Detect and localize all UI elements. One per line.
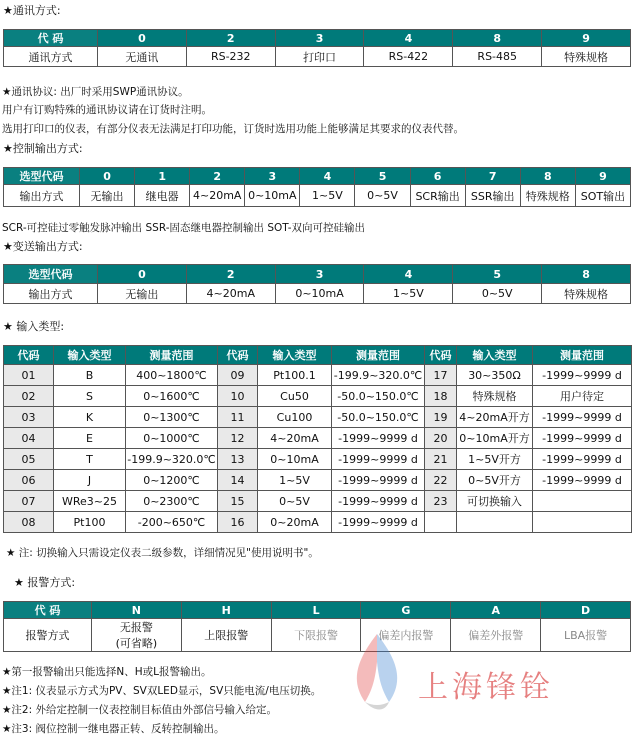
input-cell: 05 xyxy=(4,449,54,470)
section-title-comm: ★通讯方式: xyxy=(3,4,61,17)
input-cell: 可切换输入 xyxy=(457,491,533,512)
alarm-note-4: ★注3: 阀位控制一继电器正转、反转控制输出。 xyxy=(2,723,225,735)
input-cell: Pt100.1 xyxy=(258,365,332,386)
control-head-cell-4: 3 xyxy=(245,168,300,185)
control-row-cell-5: 1~5V xyxy=(300,185,355,207)
control-row-cell-6: 0~5V xyxy=(355,185,410,207)
table-row xyxy=(4,491,632,512)
alarm-row-cell-4: 偏差内报警 xyxy=(361,619,451,652)
transmit-row-cell-1: 无输出 xyxy=(98,284,187,304)
section-title-control: ★控制输出方式: xyxy=(3,142,83,155)
input-cell: 06 xyxy=(4,470,54,491)
input-head-cell-3: 代码 xyxy=(218,346,258,365)
input-cell: WRe3~25 xyxy=(54,491,126,512)
input-cell: 20 xyxy=(425,428,457,449)
alarm-row-cell-0: 报警方式 xyxy=(4,619,92,652)
input-cell: Cu50 xyxy=(258,386,332,407)
control-row-cell-4: 0~10mA xyxy=(245,185,300,207)
input-cell: 15 xyxy=(218,491,258,512)
input-cell: 0~1600℃ xyxy=(126,386,218,407)
input-cell: 07 xyxy=(4,491,54,512)
control-row-cell-8: SSR输出 xyxy=(465,185,520,207)
alarm-head-cell-0: 代 码 xyxy=(4,602,92,619)
control-row-cell-9: 特殊规格 xyxy=(520,185,575,207)
alarm-head-cell-3: L xyxy=(271,602,361,619)
input-cell: 08 xyxy=(4,512,54,533)
input-cell: 03 xyxy=(4,407,54,428)
comm-head-cell-0: 代 码 xyxy=(4,30,98,47)
control-head-cell-10: 9 xyxy=(575,168,630,185)
table-row xyxy=(4,512,632,533)
comm-note-2: 用户有订购特殊的通讯协议请在订货时注明。 xyxy=(2,104,212,116)
comm-head-cell-3: 3 xyxy=(275,30,364,47)
comm-head-cell-6: 9 xyxy=(542,30,631,47)
transmit-head-cell-2: 2 xyxy=(186,265,275,284)
input-cell: 12 xyxy=(218,428,258,449)
alarm-head-cell-5: A xyxy=(451,602,541,619)
input-cell: 0~1300℃ xyxy=(126,407,218,428)
input-cell: 09 xyxy=(218,365,258,386)
input-cell: 02 xyxy=(4,386,54,407)
input-cell: 4~20mA开方 xyxy=(457,407,533,428)
comm-row-cell-2: RS-232 xyxy=(186,47,275,67)
transmit-head-cell-1: 0 xyxy=(98,265,187,284)
input-cell: -199.9~320.0℃ xyxy=(126,449,218,470)
alarm-head-cell-2: H xyxy=(181,602,271,619)
input-cell: T xyxy=(54,449,126,470)
input-cell: 23 xyxy=(425,491,457,512)
transmit-row-cell-5: 0~5V xyxy=(453,284,542,304)
input-cell: -1999~9999 d xyxy=(332,491,425,512)
input-cell: 19 xyxy=(425,407,457,428)
input-head-cell-6: 代码 xyxy=(425,346,457,365)
comm-note-3: 选用打印口的仪表，有部分仪表无法满足打印功能，订货时选用功能上能够满足其要求的仪表代替。 xyxy=(2,123,464,135)
input-cell: B xyxy=(54,365,126,386)
comm-row-cell-5: RS-485 xyxy=(453,47,542,67)
table-row xyxy=(4,365,632,386)
control-table xyxy=(3,167,631,207)
comm-head-cell-4: 4 xyxy=(364,30,453,47)
input-cell: 14 xyxy=(218,470,258,491)
transmit-row-cell-3: 0~10mA xyxy=(275,284,364,304)
input-cell: -199.9~320.0℃ xyxy=(332,365,425,386)
comm-row-cell-6: 特殊规格 xyxy=(542,47,631,67)
control-head-cell-5: 4 xyxy=(300,168,355,185)
comm-head-cell-2: 2 xyxy=(186,30,275,47)
input-cell: 0~1200℃ xyxy=(126,470,218,491)
input-cell: 0~20mA xyxy=(258,512,332,533)
input-cell: 0~10mA xyxy=(258,449,332,470)
comm-head-cell-5: 8 xyxy=(453,30,542,47)
logo-icon xyxy=(345,632,409,716)
control-row-cell-3: 4~20mA xyxy=(190,185,245,207)
alarm-row-cell-3: 下限报警 xyxy=(271,619,361,652)
alarm-row-cell-5: 偏差外报警 xyxy=(451,619,541,652)
input-cell: 13 xyxy=(218,449,258,470)
input-cell: 10 xyxy=(218,386,258,407)
comm-row-cell-3: 打印口 xyxy=(275,47,364,67)
control-row-cell-7: SCR输出 xyxy=(410,185,465,207)
table-row xyxy=(4,428,632,449)
input-cell: -1999~9999 d xyxy=(533,365,632,386)
comm-row-cell-1: 无通讯 xyxy=(98,47,187,67)
input-cell: -1999~9999 d xyxy=(332,449,425,470)
input-cell: 1~5V xyxy=(258,470,332,491)
input-cell: Cu100 xyxy=(258,407,332,428)
alarm-row-cell-6: LBA报警 xyxy=(541,619,631,652)
control-head-cell-9: 8 xyxy=(520,168,575,185)
alarm-head-cell-4: G xyxy=(361,602,451,619)
transmit-head-cell-0: 选型代码 xyxy=(4,265,98,284)
control-head-cell-8: 7 xyxy=(465,168,520,185)
input-cell: 17 xyxy=(425,365,457,386)
control-row-cell-0: 输出方式 xyxy=(4,185,80,207)
section-title-alarm: ★ 报警方式: xyxy=(14,576,76,589)
input-cell: 04 xyxy=(4,428,54,449)
control-row-cell-2: 继电器 xyxy=(135,185,190,207)
input-cell: -50.0~150.0℃ xyxy=(332,386,425,407)
company-watermark: 上海锋铨 xyxy=(418,670,554,705)
alarm-row-cell-1: 无报警 (可省略) xyxy=(92,619,182,652)
input-cell: -1999~9999 d xyxy=(533,428,632,449)
control-row-cell-10: SOT输出 xyxy=(575,185,630,207)
control-note: SCR-可控硅过零触发脉冲输出 SSR-固态继电器控制输出 SOT-双向可控硅输出 xyxy=(2,222,365,234)
input-cell: 16 xyxy=(218,512,258,533)
table-row xyxy=(4,386,632,407)
alarm-head-cell-1: N xyxy=(92,602,182,619)
input-head-cell-2: 测量范围 xyxy=(126,346,218,365)
input-head-cell-5: 测量范围 xyxy=(332,346,425,365)
input-head-cell-8: 测量范围 xyxy=(533,346,632,365)
alarm-note-1: ★第一报警输出只能选择N、H或L报警输出。 xyxy=(2,666,212,678)
table-row xyxy=(4,449,632,470)
comm-row-cell-4: RS-422 xyxy=(364,47,453,67)
input-head-cell-1: 输入类型 xyxy=(54,346,126,365)
input-cell xyxy=(457,512,533,533)
input-cell: -1999~9999 d xyxy=(332,470,425,491)
alarm-head-cell-6: D xyxy=(541,602,631,619)
control-head-cell-2: 1 xyxy=(135,168,190,185)
input-cell: -1999~9999 d xyxy=(533,449,632,470)
transmit-head-cell-4: 4 xyxy=(364,265,453,284)
alarm-note-3: ★注2: 外给定控制一仪表控制目标值由外部信号输入给定。 xyxy=(2,704,277,716)
comm-table xyxy=(3,29,631,67)
input-cell: 0~5V开方 xyxy=(457,470,533,491)
input-cell xyxy=(533,491,632,512)
input-cell: 400~1800℃ xyxy=(126,365,218,386)
transmit-head-cell-3: 3 xyxy=(275,265,364,284)
control-head-cell-7: 6 xyxy=(410,168,465,185)
input-cell xyxy=(425,512,457,533)
input-cell: 0~5V xyxy=(258,491,332,512)
input-cell: 21 xyxy=(425,449,457,470)
input-cell: 4~20mA xyxy=(258,428,332,449)
input-cell: 18 xyxy=(425,386,457,407)
input-cell: 0~2300℃ xyxy=(126,491,218,512)
section-title-input: ★ 输入类型: xyxy=(3,320,65,333)
input-head-cell-7: 输入类型 xyxy=(457,346,533,365)
comm-note-1: ★通讯协议: 出厂时采用SWP通讯协议。 xyxy=(2,86,189,98)
input-cell: 0~1000℃ xyxy=(126,428,218,449)
control-head-cell-3: 2 xyxy=(190,168,245,185)
transmit-table xyxy=(3,264,631,304)
table-row xyxy=(4,407,632,428)
transmit-row-cell-2: 4~20mA xyxy=(186,284,275,304)
control-head-cell-1: 0 xyxy=(80,168,135,185)
input-cell: 11 xyxy=(218,407,258,428)
section-title-transmit: ★变送输出方式: xyxy=(3,240,83,253)
input-cell: K xyxy=(54,407,126,428)
input-cell: 01 xyxy=(4,365,54,386)
transmit-row-cell-0: 输出方式 xyxy=(4,284,98,304)
input-cell: -1999~9999 d xyxy=(332,428,425,449)
input-cell: 0~10mA开方 xyxy=(457,428,533,449)
input-cell: S xyxy=(54,386,126,407)
input-cell: 特殊规格 xyxy=(457,386,533,407)
comm-row-cell-0: 通讯方式 xyxy=(4,47,98,67)
input-cell: -1999~9999 d xyxy=(533,470,632,491)
input-head-cell-0: 代码 xyxy=(4,346,54,365)
input-cell: E xyxy=(54,428,126,449)
input-cell: -50.0~150.0℃ xyxy=(332,407,425,428)
input-cell: 30~350Ω xyxy=(457,365,533,386)
alarm-row-cell-2: 上限报警 xyxy=(181,619,271,652)
input-cell xyxy=(533,512,632,533)
table-row xyxy=(4,470,632,491)
comm-head-cell-1: 0 xyxy=(98,30,187,47)
input-cell: -1999~9999 d xyxy=(533,407,632,428)
input-cell: -200~650℃ xyxy=(126,512,218,533)
transmit-row-cell-4: 1~5V xyxy=(364,284,453,304)
input-note: ★ 注: 切换输入只需设定仪表二级参数，详细情况见"使用说明书"。 xyxy=(6,547,319,559)
alarm-note-2: ★注1: 仪表显示方式为PV、SV双LED显示，SV只能电流/电压切换。 xyxy=(2,685,322,697)
control-head-cell-0: 选型代码 xyxy=(4,168,80,185)
input-cell: Pt100 xyxy=(54,512,126,533)
transmit-row-cell-6: 特殊规格 xyxy=(542,284,631,304)
input-cell: 1~5V开方 xyxy=(457,449,533,470)
transmit-head-cell-5: 5 xyxy=(453,265,542,284)
transmit-head-cell-6: 8 xyxy=(542,265,631,284)
input-cell: J xyxy=(54,470,126,491)
alarm-table xyxy=(3,601,631,652)
input-cell: 用户待定 xyxy=(533,386,632,407)
input-head-cell-4: 输入类型 xyxy=(258,346,332,365)
input-table xyxy=(3,345,632,533)
control-row-cell-1: 无输出 xyxy=(80,185,135,207)
input-cell: -1999~9999 d xyxy=(332,512,425,533)
control-head-cell-6: 5 xyxy=(355,168,410,185)
input-cell: 22 xyxy=(425,470,457,491)
